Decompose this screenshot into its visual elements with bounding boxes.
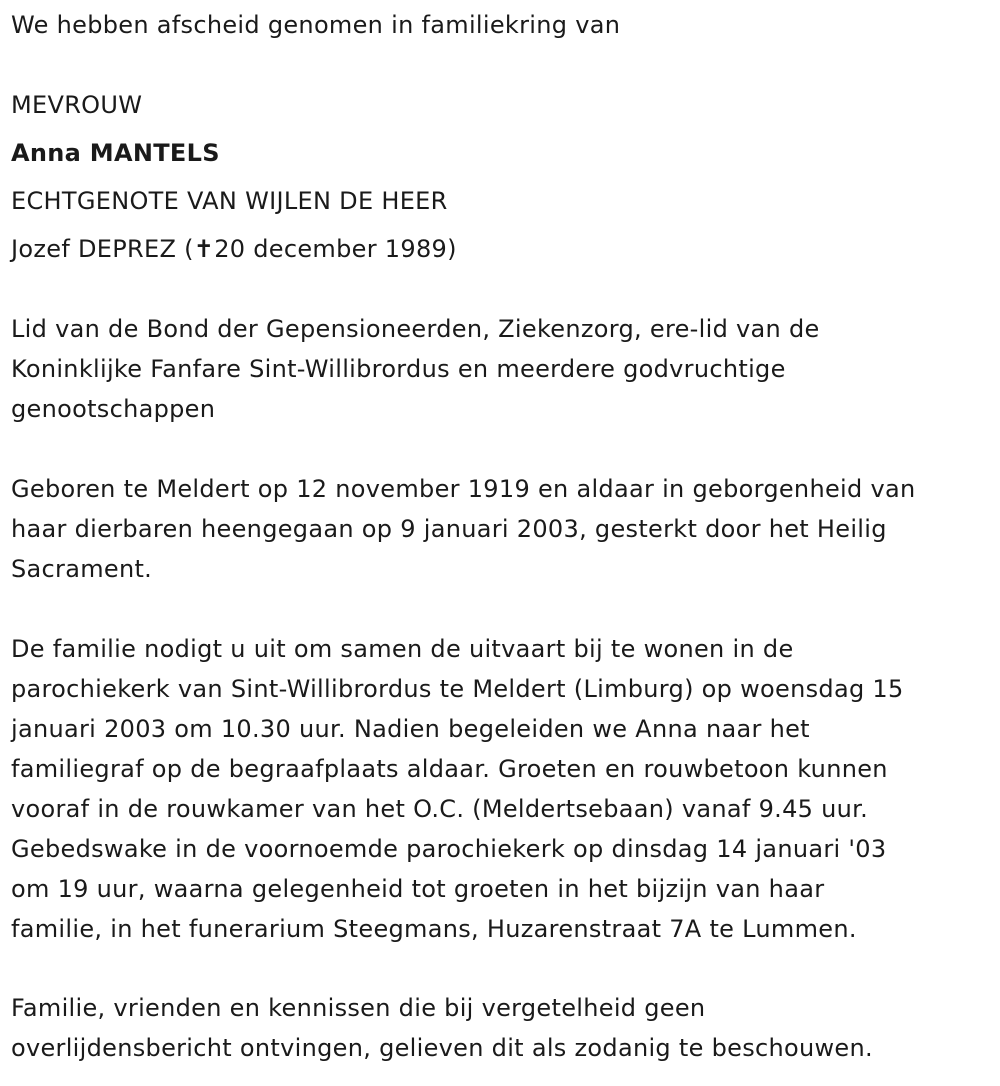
paragraph-line: januari 2003 om 10.30 uur. Nadien begeleiden we Anna naar het [11, 715, 810, 743]
paragraph-line: De familie nodigt u uit om samen de uitvaart bij te wonen in de [11, 635, 794, 663]
funeral-paragraph [11, 629, 904, 949]
paragraph-line: haar dierbaren heengegaan op 9 januari 2003, gesterkt door het Heilig [11, 515, 887, 543]
paragraph-line: familie, in het funerarium Steegmans, Huzarenstraat 7A te Lummen. [11, 915, 857, 943]
spouse-name: Jozef DEPREZ (✝20 december 1989) [11, 235, 457, 263]
paragraph-line: vooraf in de rouwkamer van het O.C. (Meldertsebaan) vanaf 9.45 uur. [11, 795, 869, 823]
paragraph-line: familiegraf op de begraafplaats aldaar. Groeten en rouwbetoon kunnen [11, 755, 888, 783]
notice-paragraph [11, 988, 873, 1068]
spouse-label: ECHTGENOTE VAN WIJLEN DE HEER [11, 187, 448, 215]
paragraph-line: Geboren te Meldert op 12 november 1919 en aldaar in geborgenheid van [11, 475, 916, 503]
honorific-title: MEVROUW [11, 91, 143, 119]
paragraph-line: genootschappen [11, 395, 216, 423]
membership-paragraph [11, 309, 820, 429]
paragraph-line: Familie, vrienden en kennissen die bij vergetelheid geen [11, 994, 706, 1022]
intro-text: We hebben afscheid genomen in familiekring van [11, 11, 621, 39]
birth-death-paragraph [11, 469, 915, 589]
paragraph-line: parochiekerk van Sint-Willibrordus te Meldert (Limburg) op woensdag 15 [11, 675, 904, 703]
paragraph-line: Sacrament. [11, 555, 153, 583]
paragraph-line: Lid van de Bond der Gepensioneerden, Ziekenzorg, ere-lid van de [11, 315, 820, 343]
paragraph-line: om 19 uur, waarna gelegenheid tot groeten in het bijzijn van haar [11, 875, 825, 903]
deceased-name: Anna MANTELS [11, 139, 220, 167]
paragraph-line: Gebedswake in de voornoemde parochiekerk op dinsdag 14 januari '03 [11, 835, 887, 863]
paragraph-line: overlijdensbericht ontvingen, gelieven dit als zodanig te beschouwen. [11, 1034, 873, 1062]
paragraph-line: Koninklijke Fanfare Sint-Willibrordus en meerdere godvruchtige [11, 355, 786, 383]
